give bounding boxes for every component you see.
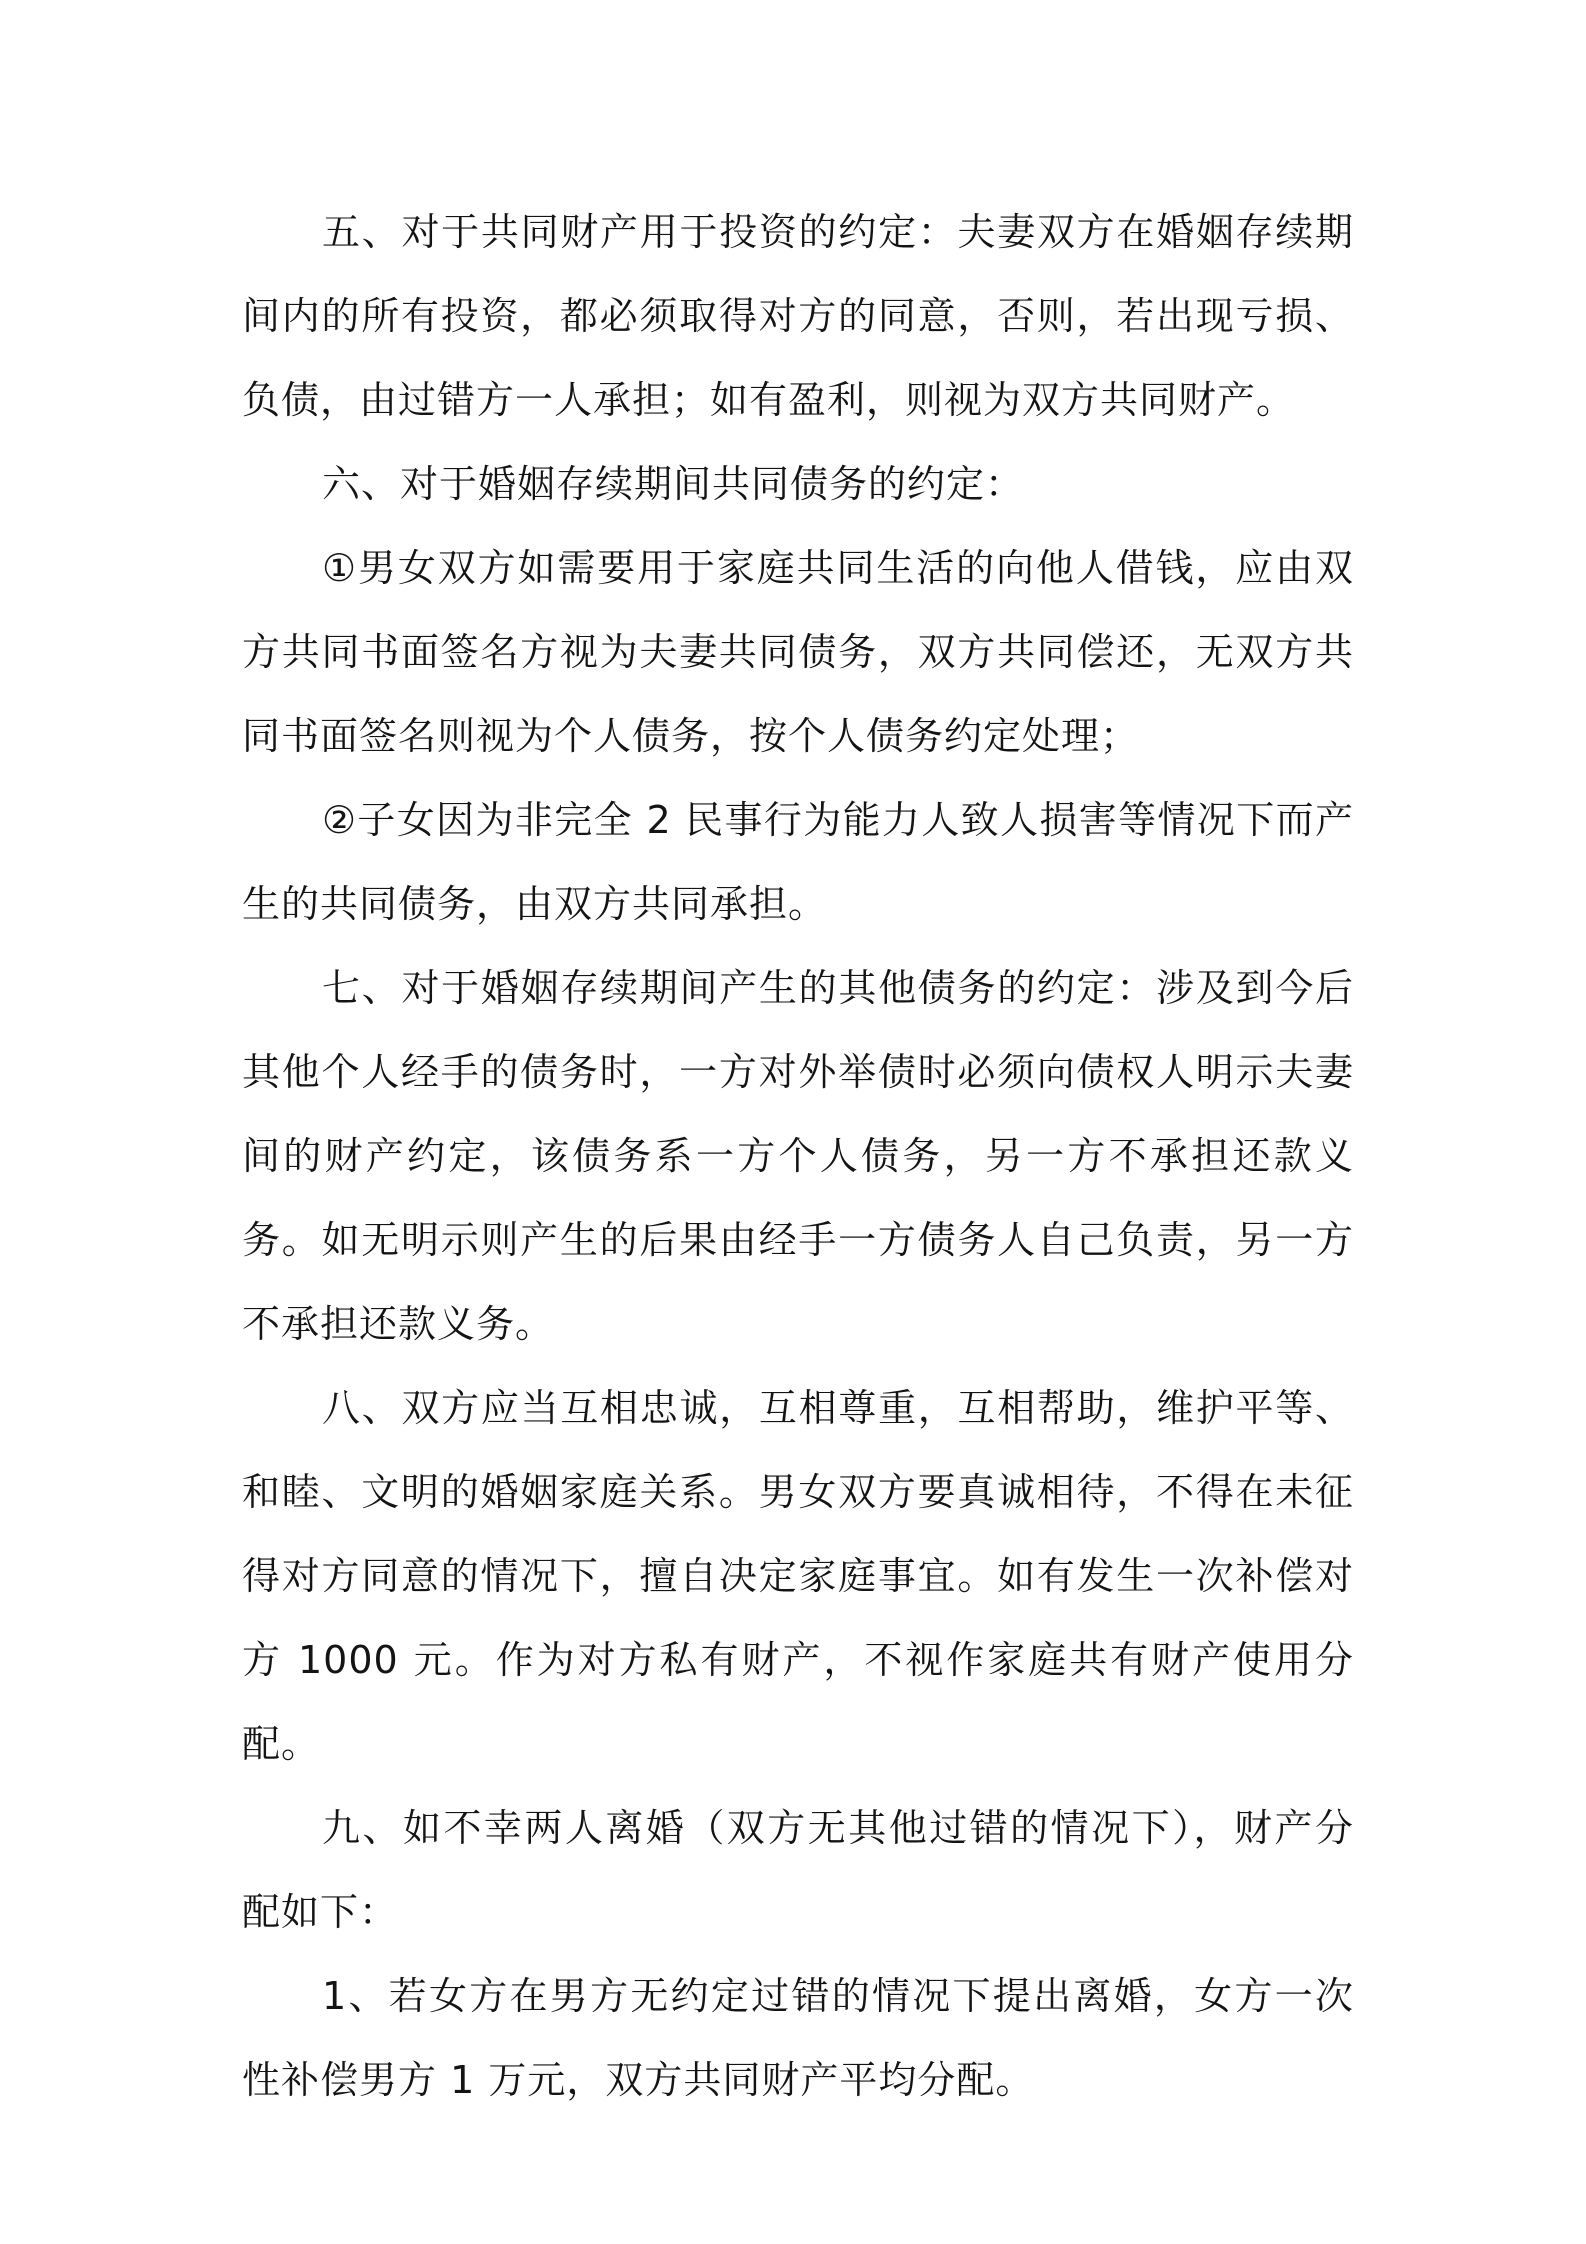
clause-8-loyalty: 八、双方应当互相忠诚，互相尊重，互相帮助，维护平等、和睦、文明的婚姻家庭关系。男女双方要真诚相待，不得在未征得对方同意的情况下，擅自决定家庭事宜。如有发生一次补偿对方 1000 元。作为对方私有财产，不视作家庭共有财产使用分配。 [242, 1386, 1354, 1766]
clause-9-divorce-heading: 九、如不幸两人离婚（双方无其他过错的情况下），财产分配如下： [242, 1806, 1354, 1934]
clause-6-item-2: ②子女因为非完全 2 民事行为能力人致人损害等情况下而产生的共同债务，由双方共同承担。 [242, 798, 1354, 926]
clause-6-item-1: ①男女双方如需要用于家庭共同生活的向他人借钱，应由双方共同书面签名方视为夫妻共同债务，双方共同偿还，无双方共同书面签名则视为个人债务，按个人债务约定处理； [242, 546, 1354, 758]
clause-9-item-1: 1、若女方在男方无约定过错的情况下提出离婚，女方一次性补偿男方 1 万元，双方共同财产平均分配。 [242, 1974, 1354, 2102]
clause-6-heading: 六、对于婚姻存续期间共同债务的约定： [322, 462, 1025, 506]
clause-5-investment: 五、对于共同财产用于投资的约定：夫妻双方在婚姻存续期间内的所有投资，都必须取得对方的同意，否则，若出现亏损、负债，由过错方一人承担；如有盈利，则视为双方共同财产。 [242, 210, 1354, 422]
clause-7-other-debts: 七、对于婚姻存续期间产生的其他债务的约定：涉及到今后其他个人经手的债务时，一方对外举债时必须向债权人明示夫妻间的财产约定，该债务系一方个人债务，另一方不承担还款义务。如无明示则产生的后果由经手一方债务人自己负责，另一方不承担还款义务。 [242, 966, 1354, 1346]
document-body [242, 190, 1354, 2122]
